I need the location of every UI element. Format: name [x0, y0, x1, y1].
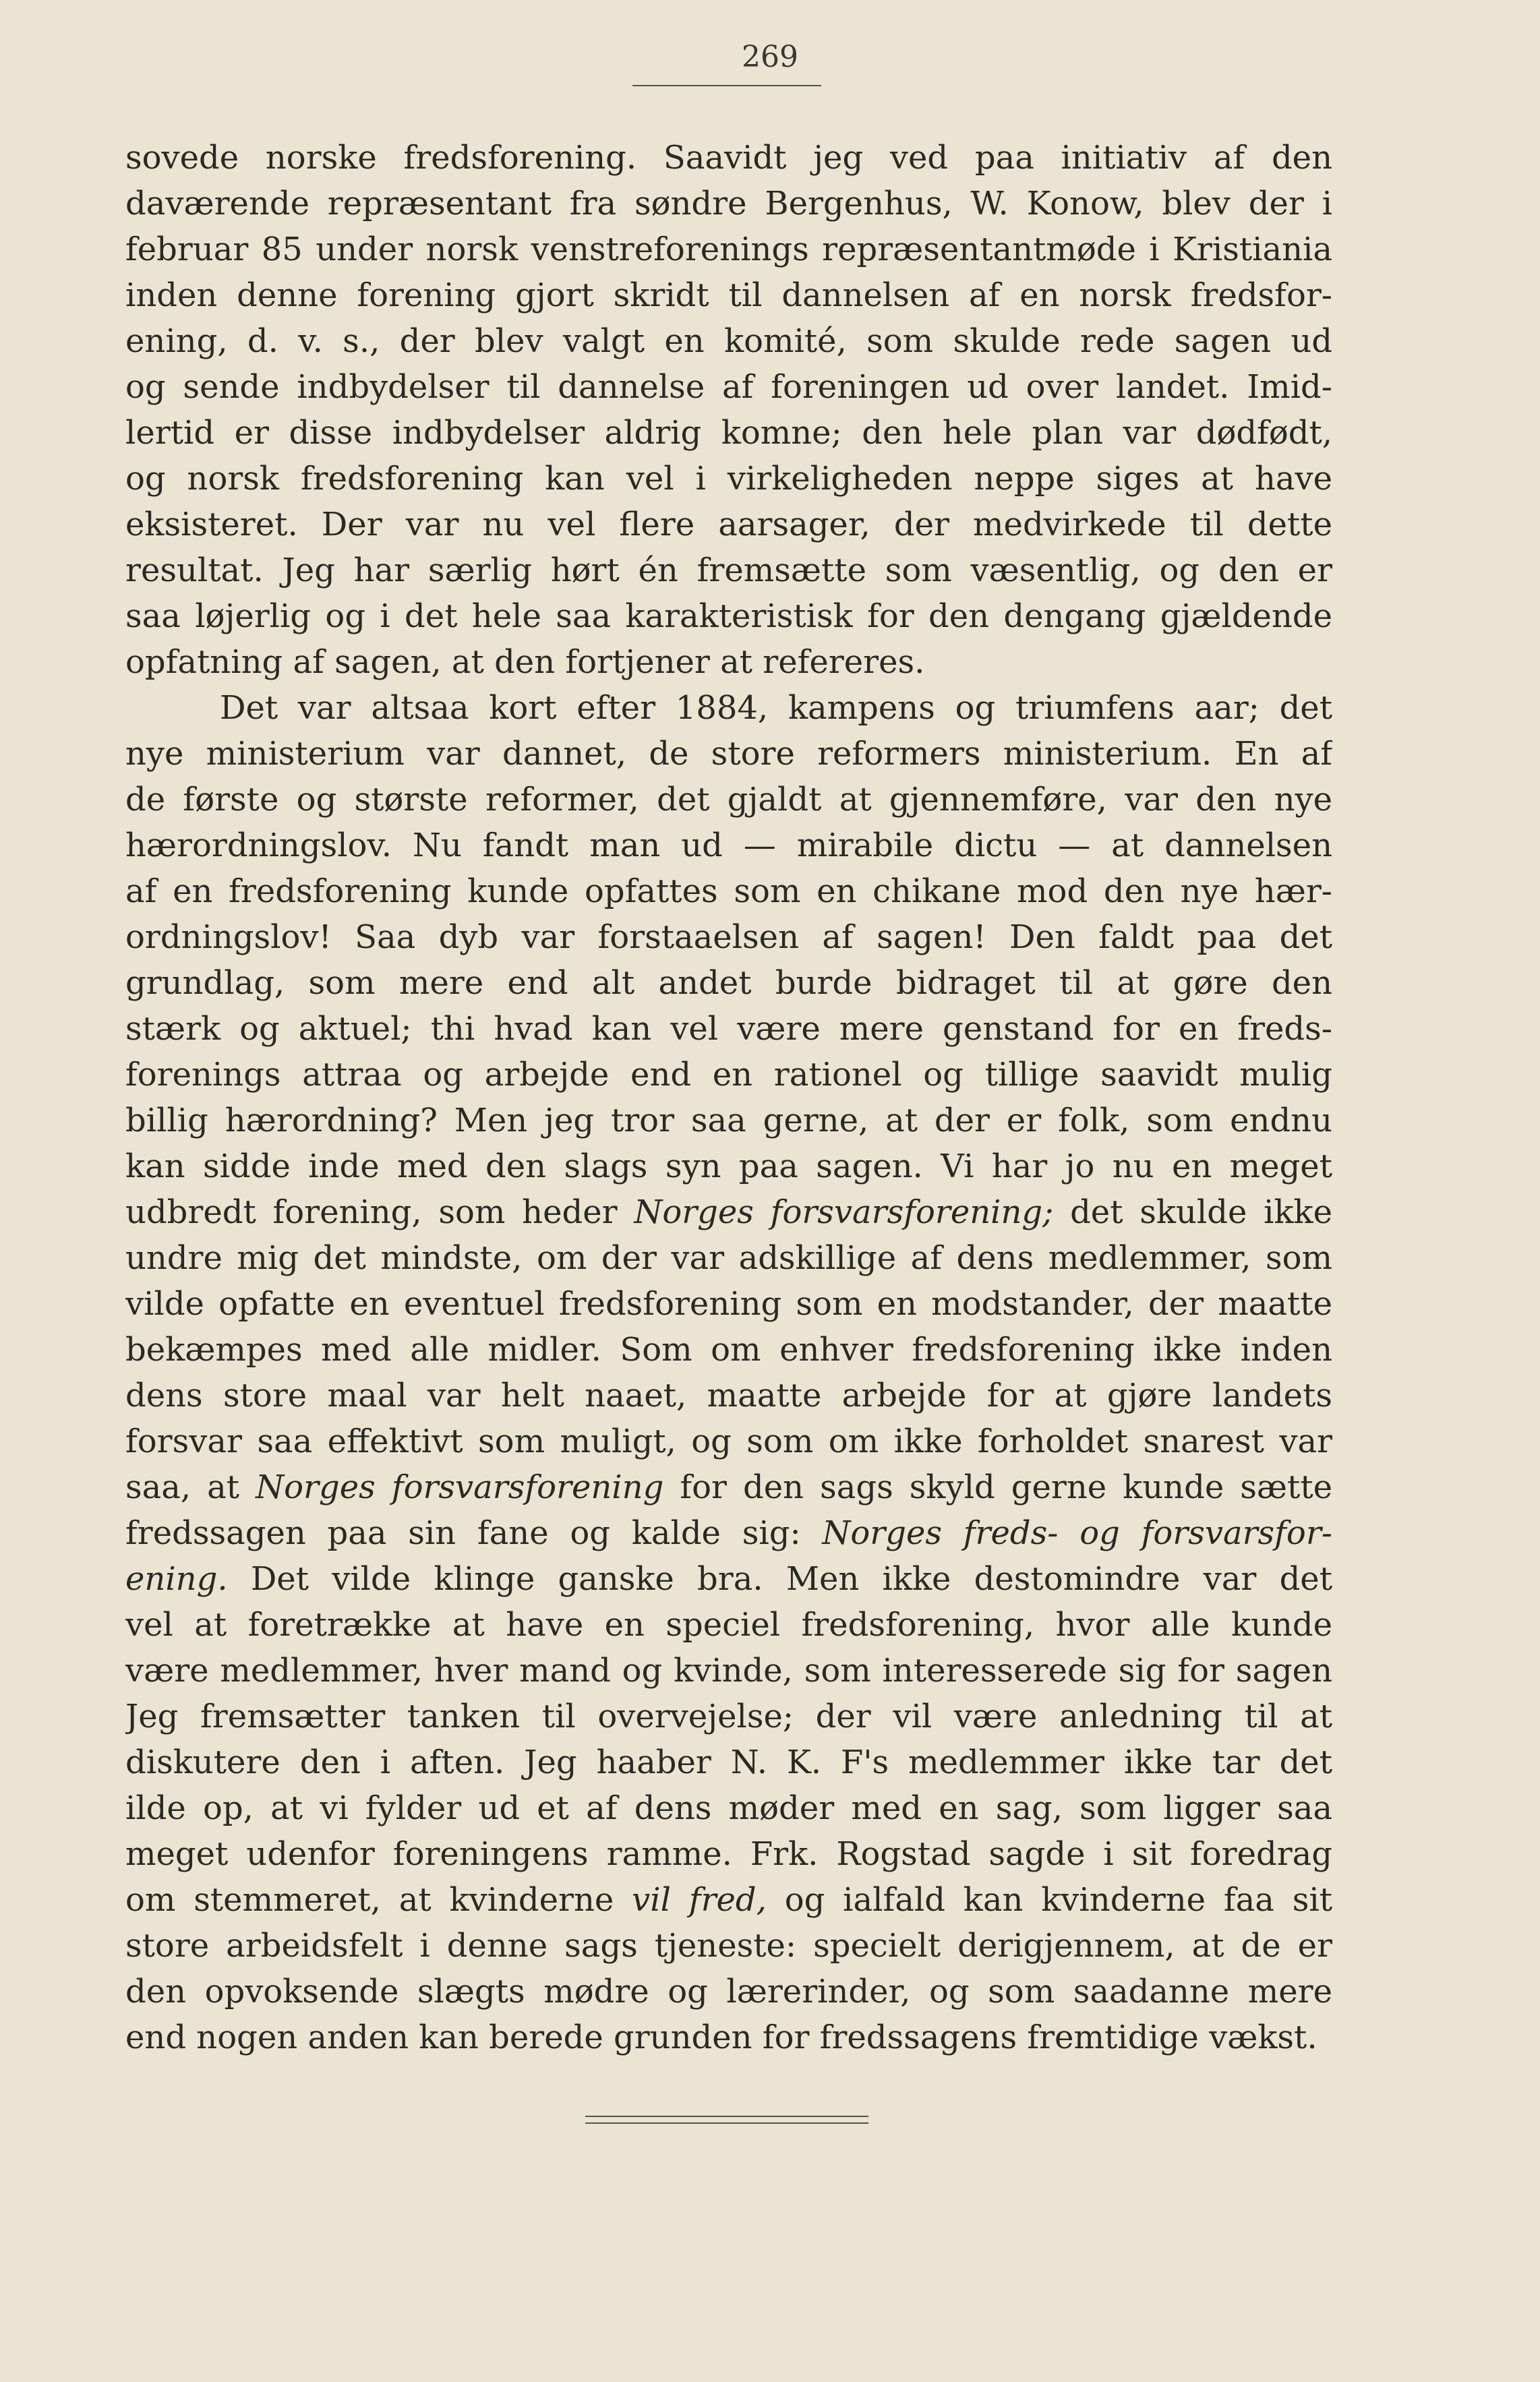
italic-title: Norges forsvarsforening	[256, 1468, 664, 1506]
text-line: resultat. Jeg har særlig hørt én fremsætte som væsentlig, og den er	[125, 552, 1332, 589]
text-segment: fredssagen paa sin fane og kalde sig:	[125, 1514, 801, 1552]
text-line: sovede norske fredsforening. Saavidt jeg ved paa initiativ af den	[125, 139, 1332, 177]
text-line: forsvar saa effektivt som muligt, og som om ikke forholdet snarest var	[125, 1423, 1332, 1460]
text-line: eksisteret. Der var nu vel flere aarsager, der medvirkede til dette	[125, 506, 1332, 543]
text-segment: udbredt forening, som heder	[125, 1193, 618, 1231]
header-rule	[632, 85, 821, 86]
text-line: ordningslov! Saa dyb var forstaaelsen af sagen! Den faldt paa det	[125, 918, 1332, 956]
text-line: forenings attraa og arbejde end en rationel og tillige saavidt mulig	[125, 1056, 1332, 1094]
text-line: vilde opfatte en eventuel fredsforening som en modstander, der maatte	[125, 1285, 1332, 1323]
text-line: billig hærordning? Men jeg tror saa gerne, at der er folk, som endnu	[125, 1102, 1332, 1139]
text-line	[125, 1877, 1332, 1923]
text-segment: og ialfald kan kvinderne faa sit	[784, 1881, 1332, 1919]
text-segment: saa, at	[125, 1468, 240, 1506]
text-line: være medlemmer, hver mand og kvinde, som interesserede sig for sagen	[125, 1652, 1332, 1690]
text-line: grundlag, som mere end alt andet burde bidraget til at gøre den	[125, 964, 1332, 1002]
text-segment: om stemmeret, at kvinderne	[125, 1881, 614, 1919]
text-line: Det var altsaa kort efter 1884, kampens og triumfens aar; det	[220, 689, 1332, 727]
text-segment: det skulde ikke	[1070, 1193, 1332, 1231]
body-text	[125, 135, 1332, 2060]
text-line: diskutere den i aften. Jeg haaber N. K. F's medlemmer ikke tar det	[125, 1744, 1332, 1781]
text-line: opfatning af sagen, at den fortjener at refereres.	[125, 643, 925, 681]
page-number: 269	[742, 40, 798, 74]
text-line: nye ministerium var dannet, de store reformers ministerium. En af	[125, 735, 1332, 773]
text-line	[125, 1556, 1332, 1602]
text-line: meget udenfor foreningens ramme. Frk. Rogstad sagde i sit foredrag	[125, 1835, 1332, 1873]
end-rule-top	[585, 2116, 868, 2117]
text-line	[125, 1510, 1332, 1556]
text-line: og norsk fredsforening kan vel i virkeligheden neppe siges at have	[125, 460, 1332, 498]
italic-title: Norges forsvarsforening;	[634, 1193, 1054, 1231]
text-line: end nogen anden kan berede grunden for fredssagens fremtidige vækst.	[125, 2019, 1317, 2056]
text-line: vel at foretrække at have en speciel fredsforening, hvor alle kunde	[125, 1606, 1332, 1644]
text-line: stærk og aktuel; thi hvad kan vel være mere genstand for en freds-	[125, 1010, 1332, 1048]
italic-title: Norges freds- og forsvarsfor-	[822, 1514, 1332, 1552]
text-line: hærordningslov. Nu fandt man ud — mirabile dictu — at dannelsen	[125, 827, 1332, 864]
text-segment: for den sags skyld gerne kunde sætte	[680, 1468, 1332, 1506]
text-segment: Det vilde klinge ganske bra. Men ikke destomindre var det	[250, 1560, 1332, 1598]
text-line: daværende repræsentant fra søndre Bergenhus, W. Konow, blev der i	[125, 185, 1332, 222]
text-line: bekæmpes med alle midler. Som om enhver fredsforening ikke inden	[125, 1331, 1332, 1369]
text-line: den opvoksende slægts mødre og lærerinder, og som saadanne mere	[125, 1973, 1332, 2011]
italic-phrase: vil fred,	[632, 1881, 767, 1919]
text-line: dens store maal var helt naaet, maatte arbejde for at gjøre landets	[125, 1377, 1332, 1415]
text-line: lertid er disse indbydelser aldrig komne; den hele plan var dødfødt,	[125, 414, 1332, 452]
text-line: og sende indbydelser til dannelse af foreningen ud over landet. Imid-	[125, 368, 1332, 406]
text-line: undre mig det mindste, om der var adskillige af dens medlemmer, som	[125, 1239, 1332, 1277]
italic-title: ening.	[125, 1560, 228, 1598]
text-line	[125, 1464, 1332, 1510]
text-line: saa løjerlig og i det hele saa karakteristisk for den dengang gjældende	[125, 597, 1332, 635]
text-line: Jeg fremsætter tanken til overvejelse; der vil være anledning til at	[125, 1698, 1332, 1735]
text-line: af en fredsforening kunde opfattes som en chikane mod den nye hær-	[125, 872, 1332, 910]
text-line: inden denne forening gjort skridt til dannelsen af en norsk fredsfor-	[125, 276, 1332, 314]
end-rule-bottom	[585, 2122, 868, 2124]
text-line: februar 85 under norsk venstreforenings repræsentantmøde i Kristiania	[125, 231, 1332, 268]
text-line: ilde op, at vi fylder ud et af dens møder med en sag, som ligger saa	[125, 1789, 1332, 1827]
text-line: kan sidde inde med den slags syn paa sagen. Vi har jo nu en meget	[125, 1148, 1332, 1185]
text-line: store arbeidsfelt i denne sags tjeneste: specielt derigjennem, at de er	[125, 1927, 1332, 1965]
text-line: ening, d. v. s., der blev valgt en komité, som skulde rede sagen ud	[125, 322, 1332, 360]
text-line	[125, 1189, 1332, 1235]
text-line: de første og største reformer, det gjaldt at gjennemføre, var den nye	[125, 781, 1332, 818]
